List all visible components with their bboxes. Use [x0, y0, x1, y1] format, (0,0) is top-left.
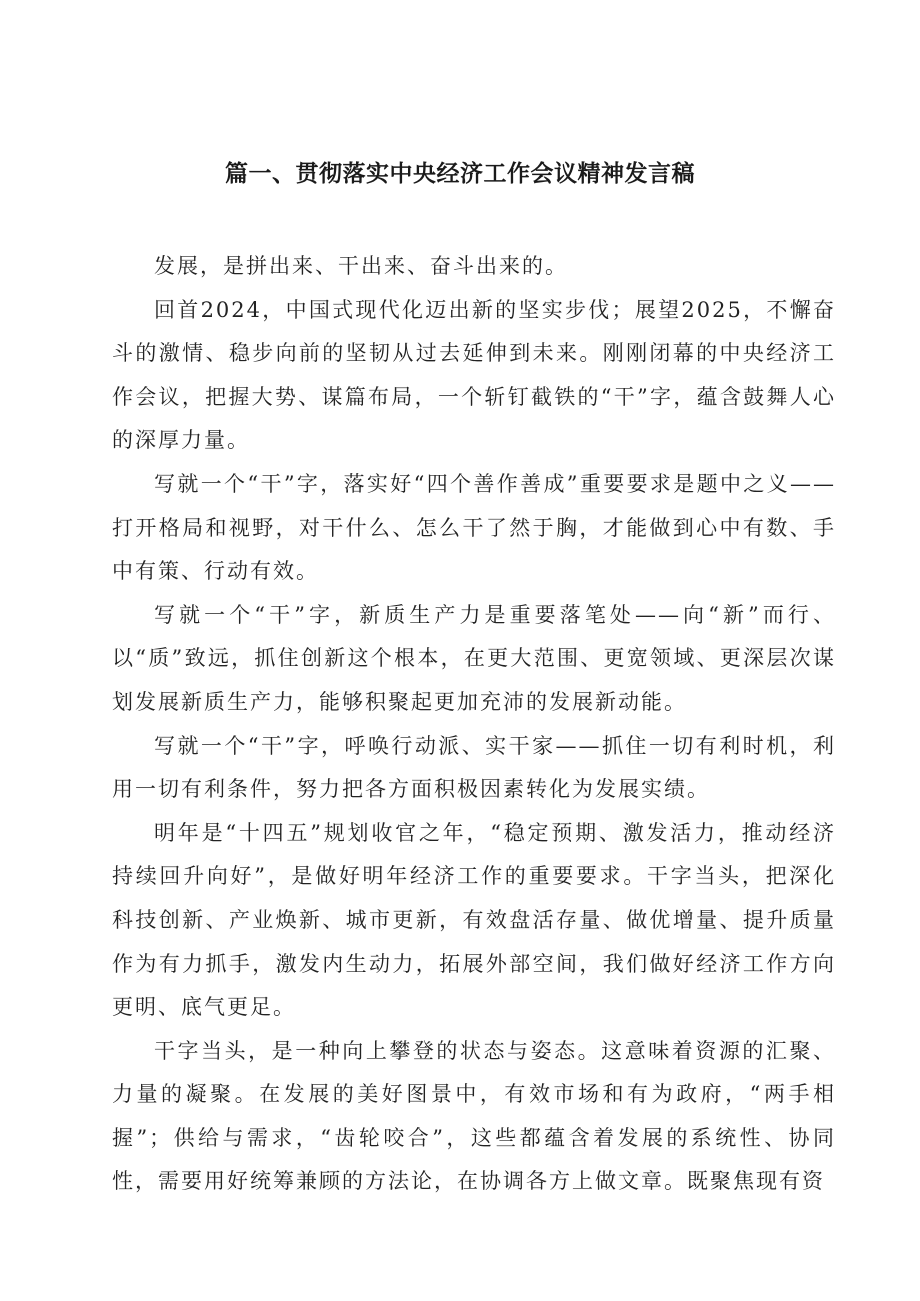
paragraph-2: 回首2024，中国式现代化迈出新的坚实步伐；展望2025，不懈奋斗的激情、稳步向前的坚韧从过去延伸到未来。刚刚闭幕的中央经济工作会议，把握大势、谋篇布局，一个斩钉截铁的“干”字，蕴含鼓舞人心的深厚力量。	[112, 297, 836, 453]
paragraph-1: 发展，是拼出来、干出来、奋斗出来的。	[154, 254, 568, 278]
paragraph-3: 写就一个“干”字，落实好“四个善作善成”重要要求是题中之义——打开格局和视野，对干什么、怎么干了然于胸，才能做到心中有数、手中有策、行动有效。	[112, 471, 836, 584]
paragraph-4: 写就一个“干”字，新质生产力是重要落笔处——向“新”而行、以“质”致远，抓住创新这个根本，在更大范围、更宽领域、更深层次谋划发展新质生产力，能够积聚起更加充沛的发展新动能。	[112, 602, 836, 714]
paragraph-6: 明年是“十四五”规划收官之年，“稳定预期、激发活力，推动经济持续回升向好”，是做好明年经济工作的重要要求。干字当头，把深化科技创新、产业焕新、城市更新，有效盘活存量、做优增量、提升质量作为有力抓手，激发内生动力，拓展外部空间，我们做好经济工作方向更明、底气更足。	[112, 820, 836, 1020]
document-title: 篇一、贯彻落实中央经济工作会议精神发言稿	[225, 161, 695, 187]
paragraph-5: 写就一个“干”字，呼唤行动派、实干家——抓住一切有利时机，利用一切有利条件，努力把各方面积极因素转化为发展实绩。	[112, 733, 836, 802]
document-body	[112, 245, 836, 1204]
paragraph-7: 干字当头，是一种向上攀登的状态与姿态。这意味着资源的汇聚、力量的凝聚。在发展的美好图景中，有效市场和有为政府，“两手相握”；供给与需求，“齿轮咬合”，这些都蕴含着发展的系统性、协同性，需要用好统筹兼顾的方法论，在协调各方上做文章。既聚焦现有资	[112, 1038, 836, 1194]
